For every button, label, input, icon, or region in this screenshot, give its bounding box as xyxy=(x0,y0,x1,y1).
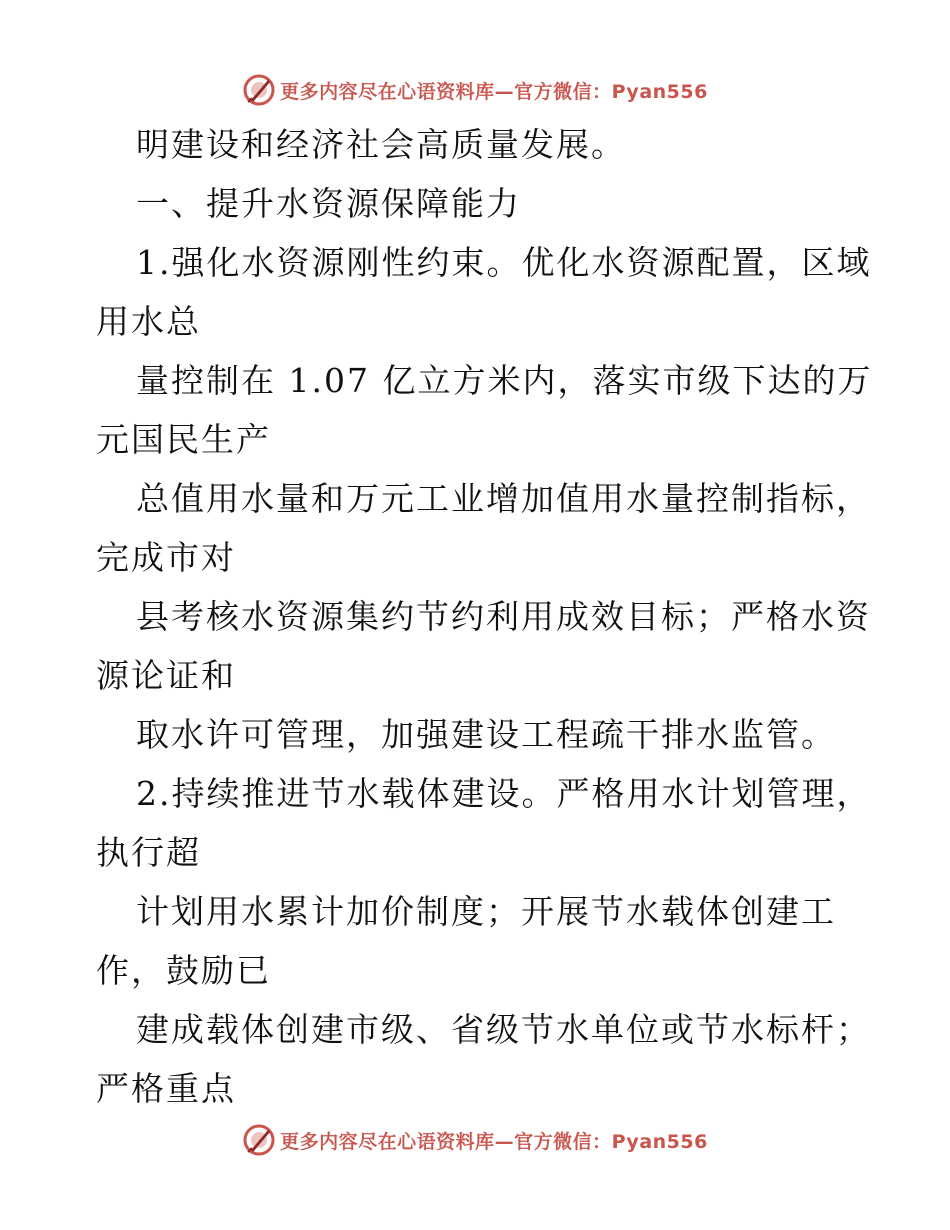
text-line: 用水总 xyxy=(96,302,201,341)
text-line: 建成载体创建市级、省级节水单位或节水标杆； xyxy=(136,1010,871,1049)
text-line: 严格重点 xyxy=(96,1069,236,1108)
section-heading: 一、提升水资源保障能力 xyxy=(136,184,521,223)
text-line: 总值用水量和万元工业增加值用水量控制指标， xyxy=(136,479,871,518)
text-line: 1.强化水资源刚性约束。优化水资源配置，区域 xyxy=(136,243,872,282)
text-line: 作，鼓励已 xyxy=(96,951,271,990)
quill-seal-icon xyxy=(242,73,276,107)
text-line: 元国民生产 xyxy=(96,420,271,459)
text-line: 量控制在 1.07 亿立方米内，落实市级下达的万 xyxy=(136,361,873,400)
text-line: 源论证和 xyxy=(96,656,236,695)
text-line: 明建设和经济社会高质量发展。 xyxy=(136,125,626,164)
text-line: 2.持续推进节水载体建设。严格用水计划管理， xyxy=(136,774,872,813)
footer-watermark xyxy=(0,1120,950,1160)
header-watermark-text: 更多内容尽在心语资料库—官方微信：Pyan556 xyxy=(280,80,708,103)
text-line: 计划用水累计加价制度；开展节水载体创建工 xyxy=(136,892,836,931)
footer-watermark-text: 更多内容尽在心语资料库—官方微信：Pyan556 xyxy=(280,1130,708,1153)
header-watermark xyxy=(0,70,950,110)
text-line: 取水许可管理，加强建设工程疏干排水监管。 xyxy=(136,715,836,754)
quill-seal-icon xyxy=(242,1123,276,1157)
text-line: 县考核水资源集约节约利用成效目标；严格水资 xyxy=(136,597,871,636)
text-line: 执行超 xyxy=(96,833,201,872)
text-line: 完成市对 xyxy=(96,538,236,577)
